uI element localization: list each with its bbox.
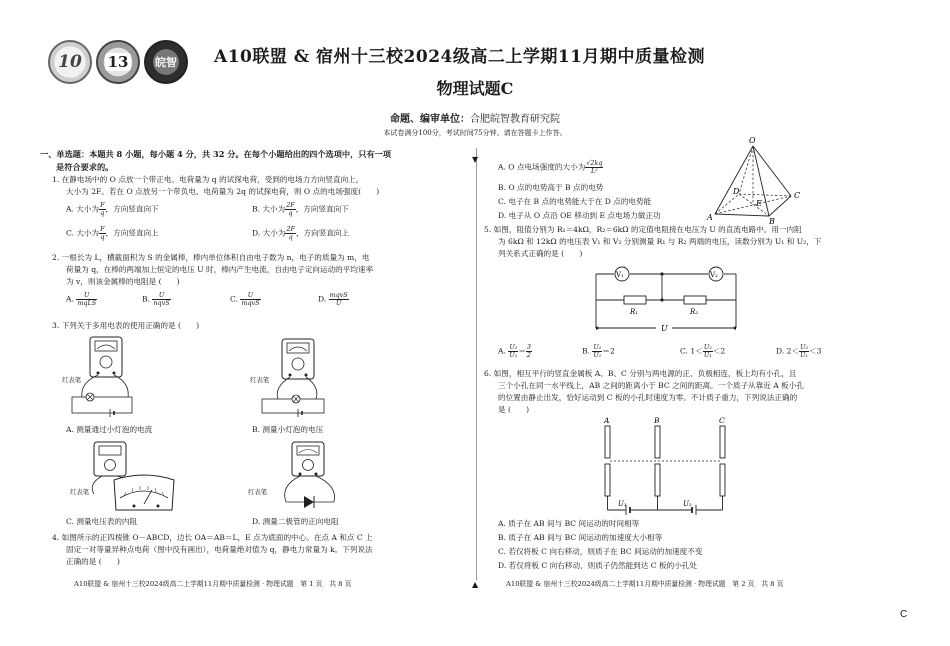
q3-option-d: D. 测量二极管的正向电阻: [252, 517, 339, 526]
q6-stem-line4: 是 ( ): [498, 405, 530, 414]
publisher-name: 合肥皖智教育研究院: [470, 114, 560, 125]
page-title: A10联盟 & 宿州十三校2024级高二上学期11月期中质量检测: [214, 47, 706, 67]
q6-option-a: A. 质子在 AB 间与 BC 间运动的时间相等: [498, 519, 640, 528]
q6-label-b: B: [654, 416, 660, 425]
q6-label-u2: U₂: [683, 500, 692, 508]
exam-note: 本试卷满分100分，考试时间75分钟。请在答题卡上作答。: [383, 129, 567, 137]
q5-option-c: C. 1＜ $\frac{\text{U₂}}{\text{U₁}}$ ＜2: [680, 343, 726, 360]
q2-option-c: C. $\frac{U}{\text{mqvS}}$: [230, 291, 260, 308]
q3-figure-c: [74, 440, 184, 512]
q6-label-c: C: [719, 416, 725, 425]
q4-option-b: B. O 点的电势高于 B 点的电势: [498, 183, 604, 192]
q5-stem-line3: 列关系式正确的是 ( ): [498, 249, 583, 258]
q3-option-c: C. 测量电压表的内阻: [66, 517, 138, 526]
wanzhi-edu-logo: 皖智: [144, 40, 188, 84]
school-13-logo: 13: [96, 40, 140, 84]
q6-label-u1: U₁: [618, 500, 627, 508]
footer-left: A10联盟 & 宿州十三校2024级高二上学期11月期中质量检测 · 物理试题 第 1 页 共 8 页: [74, 580, 352, 588]
q6-stem-line2: 三个小孔在同一水平线上，AB 之间的距离小于 BC 之间的距离。一个质子从靠近 A 板小孔: [498, 381, 804, 390]
q5-label-v1: V₁: [616, 271, 624, 279]
q3-figure-c-probe-label: 红表笔: [70, 488, 90, 496]
q4-stem-line1: 4. 如图所示的正四棱锥 O－ABCD，边长 OA＝AB＝L，E 点为底面的中心。在点 A 和点 C 上: [52, 533, 373, 542]
section1-heading-line1: 一、单选题：本题共 8 小题，每小题 4 分，共 32 分。在每个小题给出的四个选项中，只有一项: [40, 149, 392, 159]
q1-option-a: A. 大小为 $\frac{F}{q}$ ，方向竖直向下: [66, 201, 159, 218]
q2-stem-line1: 2. 一根长为 L，横截面积为 S 的金属棒，棒内单位体积自由电子数为 n，电子的质量为 m，电: [52, 253, 370, 262]
q4-option-a: A. O 点电场强度的大小为 $\frac{√2kq}{\text{L²}}$: [498, 159, 603, 176]
q4-pyramid-figure: [705, 136, 815, 226]
fold-arrow-icon: ▲: [472, 580, 479, 589]
q5-label-v2: V₂: [710, 271, 718, 279]
q3-stem-line1: 3. 下列关于多用电表的使用正确的是 ( ): [52, 321, 200, 330]
version-mark: C: [900, 609, 908, 620]
q4-stem-line3: 正确的是 ( ): [66, 557, 120, 566]
q2-stem-line2: 荷量为 q，在棒的两端加上恒定的电压 U 时，棒内产生电流，自由电子定向运动的平均速率: [66, 265, 374, 274]
q4-option-d: D. 电子从 O 点沿 OE 移动到 E 点电场力做正功: [498, 211, 661, 220]
q5-stem-line1: 5. 如图，阻值分别为 R₁＝4kΩ，R₂＝6kΩ 的定值电阻接在电压为 U 的直流电路中。用一内阻: [484, 225, 802, 234]
q4-option-c: C. 电子在 B 点的电势能大于在 D 点的电势能: [498, 197, 652, 206]
q6-label-a: A: [604, 416, 610, 425]
q1-option-c: C. 大小为 $\frac{F}{q}$ ，方向竖直向上: [66, 225, 159, 242]
q5-label-r1: R₁: [630, 308, 639, 316]
section1-heading-line2: 是符合要求的。: [56, 162, 114, 172]
page-subtitle: 物理试题C: [436, 79, 514, 98]
footer-right: A10联盟 & 宿州十三校2024级高二上学期11月期中质量检测 · 物理试题 第 2 页 共 8 页: [506, 580, 784, 588]
fold-arrow-icon: ▼: [472, 155, 479, 164]
q5-option-b: B. $\frac{\text{U₂}}{\text{U₁}}$ ＝2: [582, 343, 615, 360]
q6-stem-line1: 6. 如图，相互平行的竖直金属板 A、B、C 分别与两电源的正、负极相连，板上均有小孔，且: [484, 369, 797, 378]
q5-circuit-figure: [590, 264, 740, 338]
q4-stem-line2: 固定一对等量异种点电荷（图中没有画出），电荷量绝对值为 q，静电力常量为 k。下列说法: [66, 545, 373, 554]
publisher-line: [0, 110, 950, 125]
q6-plates-figure: [598, 418, 738, 518]
q6-stem-line3: 的位置由静止出发，恰好运动到 C 板的小孔时速度为零。不计质子重力，下列说法正确的: [498, 393, 798, 402]
q5-label-r2: R₂: [690, 308, 699, 316]
q1-stem-line2: 大小为 2F。若在 O 点放另一个带负电、电荷量为 2q 的试探电荷，则 O 点的电场强度( ): [66, 187, 380, 196]
column-divider: [476, 148, 477, 580]
q3-option-a: A. 测量通过小灯泡的电流: [66, 425, 153, 434]
alliance-logo: 10: [48, 40, 92, 84]
q1-option-b: B. 大小为 $\frac{2F}{q}$ ，方向竖直向下: [252, 201, 349, 218]
q4-label-a: A: [707, 213, 713, 222]
q4-label-e: E: [756, 199, 762, 208]
q3-figure-d-probe-label: 红表笔: [248, 488, 268, 496]
q2-stem-line3: 为 v，则该金属棒的电阻是 ( ): [66, 277, 180, 286]
q2-option-d: D. $\frac{\text{mqvS}}{U}$: [318, 291, 348, 308]
publisher-label: 命题、编审单位：: [390, 114, 470, 125]
q6-option-b: B. 质子在 AB 间与 BC 间运动的加速度大小相等: [498, 533, 663, 542]
q4-label-d: D: [733, 187, 740, 196]
q1-stem-line1: 1. 在静电场中的 O 点放一个带正电、电荷量为 q 的试探电荷，受到的电场力方向竖直向上，: [52, 175, 364, 184]
q2-option-a: A. $\frac{U}{\text{mqLS}}$: [66, 291, 97, 308]
q5-stem-line2: 为 6kΩ 和 12kΩ 的电压表 V₁ 和 V₂ 分别测量 R₁ 与 R₂ 两端的电压，读数分别为 U₁ 和 U₂，下: [498, 237, 822, 246]
q3-option-b: B. 测量小灯泡的电压: [252, 425, 324, 434]
q5-label-u: U: [661, 324, 668, 333]
q2-option-b: B. $\frac{U}{\text{nqvS}}$: [142, 291, 170, 308]
q5-option-a: A. $\frac{\text{U₂}}{\text{U₁}}$ ＝ $\frac{3}{2}$: [498, 343, 531, 360]
q3-figure-a-probe-label: 红表笔: [62, 376, 82, 384]
q3-figure-d: [262, 440, 372, 512]
q1-option-d: D. 大小为 $\frac{2F}{q}$ ，方向竖直向上: [252, 225, 350, 242]
q5-option-d: D. 2＜ $\frac{\text{U₂}}{\text{U₁}}$ ＜3: [776, 343, 822, 360]
q4-label-c: C: [794, 191, 801, 200]
q4-label-b: B: [769, 217, 775, 226]
q6-option-c: C. 若仅将板 C 向右移动，则质子在 BC 间运动的加速度不变: [498, 547, 703, 556]
q4-label-o: O: [749, 136, 756, 145]
q3-figure-b-probe-label: 红表笔: [250, 376, 270, 384]
q6-option-d: D. 若仅将板 C 向右移动，则质子仍然能到达 C 板的小孔处: [498, 561, 697, 570]
